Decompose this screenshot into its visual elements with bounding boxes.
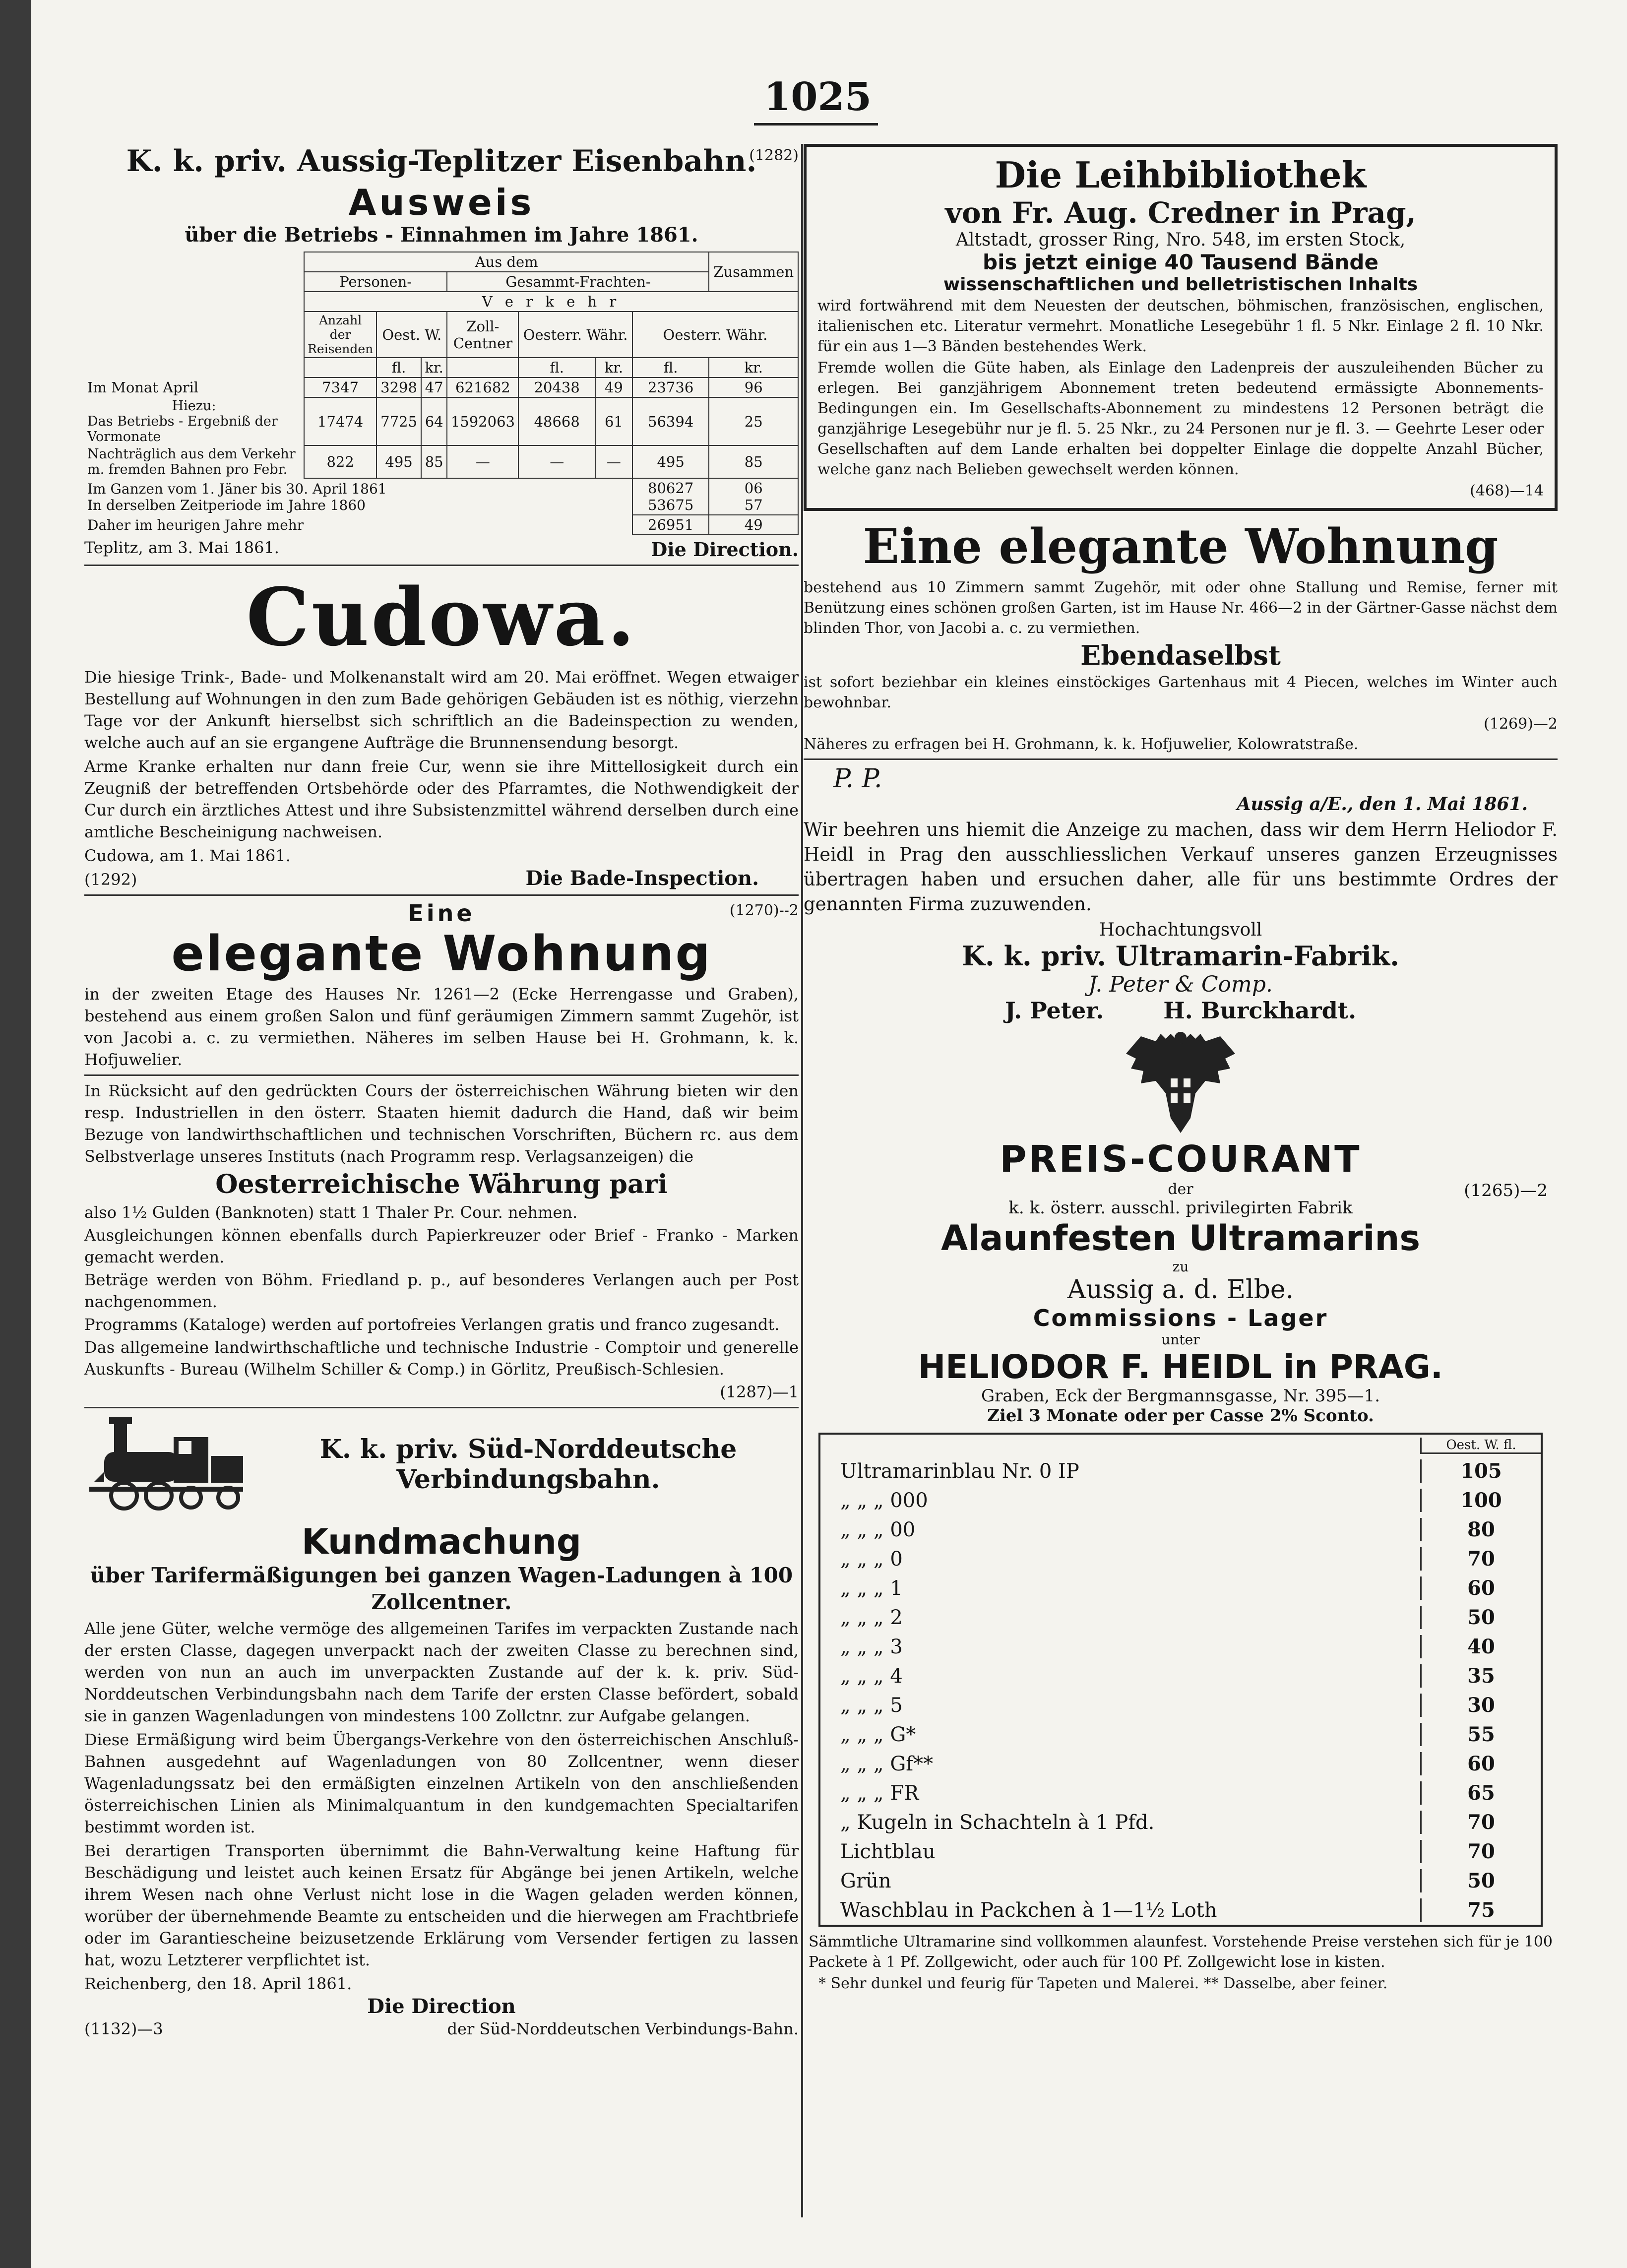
table-row [84, 478, 798, 515]
locomotive-icon [84, 1412, 248, 1516]
sum-labels [84, 478, 632, 515]
preis-line-8: Ziel 3 Monate oder per Casse 2% Sconto. [987, 1406, 1374, 1426]
cudowa-ref: (1292) [84, 870, 137, 889]
price-row [840, 1456, 1541, 1486]
price-item-value: 105 [1420, 1459, 1541, 1483]
kundmachung-text-1: Alle jene Güter, welche vermöge des allgemeinen Tarifes im verpackten Zustande nach der ersten Classe, dagegen unverpackt nach der zweiten Classe zu berechnen sind, werden von nun an auch im unverpackten Zustande auf der k. k. priv. Süd-Norddeutschen Verbindungsbahn nach dem Tarife der ersten Classe befördert, sobald sie in ganzen Wagenladungen von mindestens 100 Zollctnr. zur Aufgabe gelangen. [84, 1619, 799, 1725]
preis-foot-2: * Sehr dunkel und feurig für Tapeten und Malerei. ** Dasselbe, aber feiner. [818, 1975, 1388, 1992]
col-head-zusammen: Zusammen [709, 252, 798, 292]
price-rows [840, 1456, 1541, 1925]
pp-signature-2: H. Burckhardt. [1163, 997, 1357, 1024]
price-item-name: Grün [840, 1869, 891, 1892]
price-item-name: „ „ „ 000 [840, 1489, 928, 1512]
sum2-kr: 57 [744, 497, 763, 513]
wohnung2-subtitle: Ebendaselbst [1080, 639, 1281, 671]
unit-fl: fl. [632, 358, 709, 378]
row-label-vormonate: Das Betriebs - Ergebniß der Vormonate [87, 414, 278, 444]
sum1-fl: 80627 [648, 480, 694, 497]
right-column [804, 144, 1558, 2227]
leih-line-5: wissenschaftlichen und belletristischen Inhalts [943, 274, 1418, 295]
cell: 85 [421, 445, 447, 478]
cell: 20438 [518, 378, 595, 397]
cudowa-text-2: Arme Kranke erhalten nur dann freie Cur, wenn sie ihre Mittellosigkeit durch ein Zeugniß der betreffenden Ortsbehörde oder des Pfarramtes, die Nothwendigkeit der Cur durch ein ärztliches Attest und ihre Subsistenzmittel während derselben durch eine amtliche Bescheinigung nachweisen. [84, 757, 799, 841]
sum1-kr: 06 [744, 480, 763, 497]
cell: 56394 [632, 397, 709, 445]
cudowa-signature: Die Bade-Inspection. [525, 867, 759, 890]
wohnung-text: in der zweiten Etage des Hauses Nr. 1261—2 (Ecke Herrengasse und Graben), bestehend aus einem großen Salon und fünf geräumigen Zimmern sammt Zugehör, ist von Jacobi a. c. zu vermiethen. Näheres im selben Hause bei H. Grohmann, k. k. Hofjuwelier. [84, 985, 799, 1069]
table-row [84, 515, 798, 535]
schiller-text-4: Beträge werden von Böhm. Friedland p. p., auf besonderes Verlangen auch per Post nachgenommen. [84, 1270, 799, 1311]
cell: 1592063 [447, 397, 518, 445]
cudowa-title: Cudowa. [246, 570, 637, 664]
schiller-text-3: Ausgleichungen können ebenfalls durch Papierkreuzer oder Brief - Franko - Marken gemacht werden. [84, 1226, 799, 1266]
preis-line-3: Alaunfesten Ultramarins [940, 1218, 1421, 1259]
price-item-name: „ „ „ 00 [840, 1518, 916, 1541]
price-item-name: „ Kugeln in Schachteln à 1 Pfd. [840, 1811, 1155, 1834]
schiller-text-1: In Rücksicht auf den gedrückten Cours der österreichischen Währung bieten wir den resp. Industriellen in den österr. Staaten hiemit dadurch die Hand, daß wir beim Bezuge von landwirthschaftlichen und technischen Vorschriften, Büchern rc. aus dem Selbstverlage unseres Instituts (nach Programm resp. Verlagsanzeigen) die [84, 1081, 799, 1166]
pp-date: Aussig a/E., den 1. Mai 1861. [1237, 794, 1528, 815]
ad-aussig-teplitz [84, 144, 799, 561]
price-item-value: 50 [1420, 1869, 1541, 1892]
price-row [840, 1895, 1541, 1925]
price-item-name: „ „ „ 0 [840, 1547, 903, 1571]
price-item-name: Lichtblau [840, 1840, 936, 1863]
sum2-fl: 53675 [648, 497, 694, 513]
cell: 621682 [447, 378, 518, 397]
preis-line-5: Commissions - Lager [1033, 1305, 1328, 1331]
cell: 25 [709, 397, 798, 445]
cell: 23736 [632, 378, 709, 397]
schiller-text-2: also 1½ Gulden (Banknoten) statt 1 Thaler Pr. Cour. nehmen. [84, 1203, 578, 1222]
price-item-name: Waschblau in Packchen à 1—1½ Loth [840, 1898, 1217, 1922]
cell: 85 [709, 445, 798, 478]
cell [632, 478, 709, 515]
preis-title: PREIS-COURANT [1000, 1138, 1362, 1181]
leih-title: Die Leihbibliothek [995, 154, 1367, 196]
leih-line-4: bis jetzt einige 40 Tausend Bände [983, 250, 1378, 274]
schiller-headline: Oesterreichische Währung pari [215, 1169, 668, 1199]
col-head-personen: Personen- [304, 272, 447, 292]
kundmachung-signature-1: Die Direction [367, 1995, 516, 2018]
ad-leihbibliothek [804, 144, 1558, 511]
col-head-fracht: Gesammt-Frachten- [447, 272, 709, 292]
pp-closing: Hochachtungsvoll [1099, 920, 1262, 940]
price-item-value: 70 [1420, 1547, 1541, 1571]
bahn-header-1: K. k. priv. Süd-Norddeutsche [319, 1434, 737, 1464]
revenue-table [84, 252, 799, 535]
ad-ref: (1282) [749, 147, 799, 164]
col-head-zoll: Zoll-Centner [447, 312, 518, 358]
col-head-oest-w: Oest. W. [376, 312, 447, 358]
price-item-name: „ „ „ G* [840, 1723, 916, 1746]
left-column [84, 144, 799, 2227]
kundmachung-text-2: Diese Ermäßigung wird beim Übergangs-Verkehre von den österreichischen Anschluß-Bahnen ausgedehnt auf Wagenladungen von 80 Zollcentner, wenn dieser Wagenladungssatz bei den ermäßigten einzelnen Artikeln von den anschließenden österreichischen Linien als Minimalquantum in den kundgemachten Specialtarifen bestimmt worden ist. [84, 1730, 799, 1836]
price-row [840, 1691, 1541, 1720]
sum-label-1: Im Ganzen vom 1. Jäner bis 30. April 1861 [87, 480, 387, 497]
kundmachung-ref: (1132)—3 [84, 2019, 163, 2038]
row-label: Nachträglich aus dem Verkehr m. fremden Bahnen pro Febr. [84, 445, 304, 478]
schiller-text-5: Programms (Kataloge) werden auf portofreies Verlangen gratis und franco zugesandt. [84, 1315, 780, 1334]
price-row [840, 1778, 1541, 1808]
leih-line-3: Altstadt, grosser Ring, Nro. 548, im ersten Stock, [955, 230, 1406, 250]
divider [84, 565, 799, 566]
pp-firm-2: J. Peter & Comp. [1088, 972, 1273, 997]
wohnung2-text-3: Näheres zu erfragen bei H. Grohmann, k. k. Hofjuwelier, Kolowratstraße. [804, 736, 1359, 753]
unit-kr: kr. [595, 358, 632, 378]
ad-wohnung-2 [804, 517, 1558, 755]
price-row [840, 1632, 1541, 1661]
scan-edge [0, 0, 31, 2268]
price-item-value: 30 [1420, 1694, 1541, 1717]
preis-ref: (1265)—2 [1464, 1181, 1548, 1200]
price-item-value: 35 [1420, 1664, 1541, 1688]
wohnung2-title: Eine elegante Wohnung [863, 518, 1499, 574]
price-item-value: 50 [1420, 1606, 1541, 1629]
cell: 26951 [632, 515, 709, 535]
wohnung-title-1: Eine [408, 900, 475, 927]
table-row [84, 397, 798, 445]
price-item-name: „ „ „ FR [840, 1781, 919, 1805]
price-row [840, 1720, 1541, 1749]
unit-fl: fl. [518, 358, 595, 378]
cell: — [595, 445, 632, 478]
table-row [84, 378, 798, 397]
price-row [840, 1749, 1541, 1778]
wohnung2-text: bestehend aus 10 Zimmern sammt Zugehör, mit oder ohne Stallung und Remise, ferner mit Benützung eines schönen großen Garten, ist im Hause Nr. 466—2 in der Gärtner-Gasse nächst dem blinden Thor, von Jacobi a. c. zu vermiethen. [804, 579, 1558, 637]
divider [84, 1407, 799, 1408]
cell: 7725 [376, 397, 421, 445]
pp: P. P. [833, 764, 882, 794]
preis-foot-1: Sämmtliche Ultramarine sind vollkommen alaunfest. Vorstehende Preise verstehen sich für je 100 Packete à 1 Pf. Zollgewicht, oder auch für 100 Pf. Zollgewicht lose in kisten. [809, 1933, 1553, 1971]
railway-header: K. k. priv. Aussig-Teplitzer Eisenbahn. [126, 144, 757, 179]
col-head-oest-waehr-2: Oesterr. Währ. [632, 312, 798, 358]
sum-label-2: In derselben Zeitperiode im Jahre 1860 [87, 497, 366, 513]
cell: 3298 [376, 378, 421, 397]
preis-zu: zu [1172, 1259, 1189, 1275]
ausweis-title: Ausweis [348, 182, 535, 223]
ad-schiller [84, 1080, 799, 1403]
leih-ref: (468)—14 [1470, 482, 1544, 500]
pp-text: Wir beehren uns hiemit die Anzeige zu machen, dass wir dem Herrn Heliodor F. Heidl in Prag den ausschliesslichen Verkauf unseres ganzen Erzeugnisses übertragen haben und ersuchen daher, alle für uns bestimmte Ordres der genannten Firma zuzuwenden. [804, 819, 1558, 915]
bahn-header-2: Verbindungsbahn. [396, 1464, 660, 1495]
ausweis-subtitle: über die Betriebs - Einnahmen im Jahre 1861. [185, 223, 698, 247]
cell: 822 [304, 445, 376, 478]
unit-fl: fl. [376, 358, 421, 378]
price-row [840, 1837, 1541, 1866]
price-item-name: „ „ „ 5 [840, 1694, 903, 1717]
price-item-name: „ „ „ 2 [840, 1606, 903, 1629]
cell: 47 [421, 378, 447, 397]
ad-sued-norddeutsche-bahn [84, 1412, 799, 2040]
price-item-name: „ „ „ 3 [840, 1635, 903, 1658]
price-row [840, 1603, 1541, 1632]
preis-line-7: Graben, Eck der Bergmannsgasse, Nr. 395—1. [981, 1386, 1380, 1406]
preis-line-2: k. k. österr. ausschl. privilegirten Fabrik [1008, 1198, 1353, 1218]
page-number-rule [754, 123, 878, 126]
cell: 61 [595, 397, 632, 445]
pp-firm: K. k. priv. Ultramarin-Fabrik. [962, 940, 1399, 972]
cell: 495 [376, 445, 421, 478]
divider [804, 758, 1558, 760]
price-row [840, 1574, 1541, 1603]
ad-elegante-wohnung [84, 900, 799, 1071]
kundmachung-title: Kundmachung [301, 1521, 582, 1562]
preis-line-4: Aussig a. d. Elbe. [1067, 1275, 1294, 1305]
price-item-value: 65 [1420, 1781, 1541, 1805]
signature: Die Direction. [651, 538, 799, 561]
row-label: Im Monat April [84, 378, 304, 397]
kundmachung-text-3: Bei derartigen Transporten übernimmt die Bahn-Verwaltung keine Haftung für Beschädigung und leistet auch keinen Ersatz für Abgänge bei jenen Artikeln, welche ihrem Wesen nach ohne Verlust nicht lose in die Wagen geladen werden können, worüber der übernehmende Beamte zu entscheiden und die hierwegen am Frachtbriefe oder im Garantiescheine beizusetzende Erklärung vom Versender fertigen zu lassen hat, wozu Letzterer verpflichtet ist. [84, 1841, 799, 1969]
price-item-value: 100 [1420, 1489, 1541, 1512]
price-item-name: „ „ „ Gf** [840, 1752, 934, 1775]
row-label [84, 397, 304, 445]
ad-preis-courant [804, 1029, 1558, 1994]
price-head: Oest. W. fl. [1420, 1438, 1541, 1454]
sum-label-3: Daher im heurigen Jahre mehr [84, 515, 632, 535]
price-row [840, 1661, 1541, 1691]
price-item-value: 40 [1420, 1635, 1541, 1658]
kundmachung-date: Reichenberg, den 18. April 1861. [84, 1974, 352, 1993]
cell: 48668 [518, 397, 595, 445]
wohnung-ref: (1270)--2 [729, 902, 799, 919]
col-head-aus-dem: Aus dem [304, 252, 709, 272]
leih-text: wird fortwährend mit dem Neuesten der deutschen, böhmischen, französischen, englischen, italienischen etc. Literatur vermehrt. Monatliche Lesegebühr 1 fl. 5 Nkr. Einlage 2 fl. 10 Nkr. für ein aus 1—3 Bänden bestehendes Werk. [817, 297, 1544, 355]
wohnung2-text-2: ist sofort beziehbar ein kleines einstöckiges Gartenhaus mit 4 Piecen, welches im Winter auch bewohnbar. [804, 674, 1558, 711]
cudowa-text: Die hiesige Trink-, Bade- und Molkenanstalt wird am 20. Mai eröffnet. Wegen etwaiger Bestellung auf Wohnungen in den zum Bade gehörigen Gebäuden ist es nöthig, vierzehn Tage vor der Ankunft hierselbst sich schriftlich an die Badeinspection zu wenden, welche auch auf an sie ergangene Aufträge die Brunnensendung besorgt. [84, 668, 799, 752]
page-number: 1025 [764, 74, 872, 120]
ad-ultramarin-notice [804, 764, 1558, 1024]
price-item-value: 55 [1420, 1723, 1541, 1746]
price-item-name: „ „ „ 1 [840, 1576, 903, 1600]
price-item-name: Ultramarinblau Nr. 0 IP [840, 1459, 1079, 1483]
cell: — [447, 445, 518, 478]
cell: 96 [709, 378, 798, 397]
row-label-hiezu: Hiezu: [172, 398, 216, 414]
table-row [84, 445, 798, 478]
col-head-oest-waehr: Oesterr. Währ. [518, 312, 632, 358]
schiller-text-6: Das allgemeine landwirthschaftliche und technische Industrie - Comptoir und generelle Auskunfts - Bureau (Wilhelm Schiller & Comp.) in Görlitz, Preußisch-Schlesien. [84, 1338, 799, 1379]
leih-text-2: Fremde wollen die Güte haben, als Einlage den Ladenpreis der auszuleihenden Bücher zu erlegen. Bei ganzjährigem Abonnement treten bedeutend ermässigte Abonnements-Bedingungen ein. Im Gesellschafts-Abonnement zu mindestens 12 Personen beträgt die ganzjährige Lesegebühr nur je fl. 5. 25 Nkr., zu 24 Personen nur je fl. 3. — Geehrte Leser oder Gesellschaften auf dem Lande erhalten bei doppelter Einlage die doppelte Anzahl Bücher, welche ganz nach Belieben gewechselt werden können. [817, 359, 1544, 478]
unit-kr: kr. [709, 358, 798, 378]
kundmachung-signature-2: der Süd-Norddeutschen Verbindungs-Bahn. [447, 2019, 799, 2038]
pp-signature-1: J. Peter. [1004, 997, 1104, 1024]
leih-line-2: von Fr. Aug. Credner in Prag, [945, 196, 1416, 230]
price-item-value: 70 [1420, 1811, 1541, 1834]
schiller-ref: (1287)—1 [720, 1383, 799, 1401]
cell: 64 [421, 397, 447, 445]
divider [84, 1074, 799, 1076]
col-head-anzahl: Anzahl der Reisenden [304, 312, 376, 358]
cell: — [518, 445, 595, 478]
price-item-value: 80 [1420, 1518, 1541, 1541]
price-item-value: 70 [1420, 1840, 1541, 1863]
price-list [818, 1433, 1543, 1927]
price-item-value: 60 [1420, 1576, 1541, 1600]
price-row [840, 1866, 1541, 1895]
price-row [840, 1486, 1541, 1515]
cell: 49 [595, 378, 632, 397]
unit-kr: kr. [421, 358, 447, 378]
col-head-verkehr: V e r k e h r [304, 292, 798, 312]
cudowa-date: Cudowa, am 1. Mai 1861. [84, 846, 291, 865]
place-date: Teplitz, am 3. Mai 1861. [84, 538, 279, 557]
ad-cudowa [84, 570, 799, 890]
price-row [840, 1544, 1541, 1574]
wohnung2-ref: (1269)—2 [1484, 715, 1558, 733]
wohnung-title-2: elegante Wohnung [171, 926, 712, 982]
preis-der: der [1168, 1181, 1193, 1198]
preis-line-6: HELIODOR F. HEIDL in PRAG. [918, 1348, 1443, 1386]
column-rule [801, 144, 803, 2217]
double-eagle-icon [1121, 1029, 1240, 1138]
cell: 495 [632, 445, 709, 478]
cell: 49 [709, 515, 798, 535]
price-item-value: 60 [1420, 1752, 1541, 1775]
cell: 7347 [304, 378, 376, 397]
cell [709, 478, 798, 515]
kundmachung-subtitle: über Tarifermäßigungen bei ganzen Wagen-Ladungen à 100 Zollcentner. [90, 1563, 793, 1614]
price-row [840, 1515, 1541, 1544]
price-row [840, 1808, 1541, 1837]
divider [84, 894, 799, 896]
price-item-name: „ „ „ 4 [840, 1664, 903, 1688]
cell: 17474 [304, 397, 376, 445]
price-item-value: 75 [1420, 1898, 1541, 1922]
preis-unter: unter [1161, 1331, 1200, 1348]
